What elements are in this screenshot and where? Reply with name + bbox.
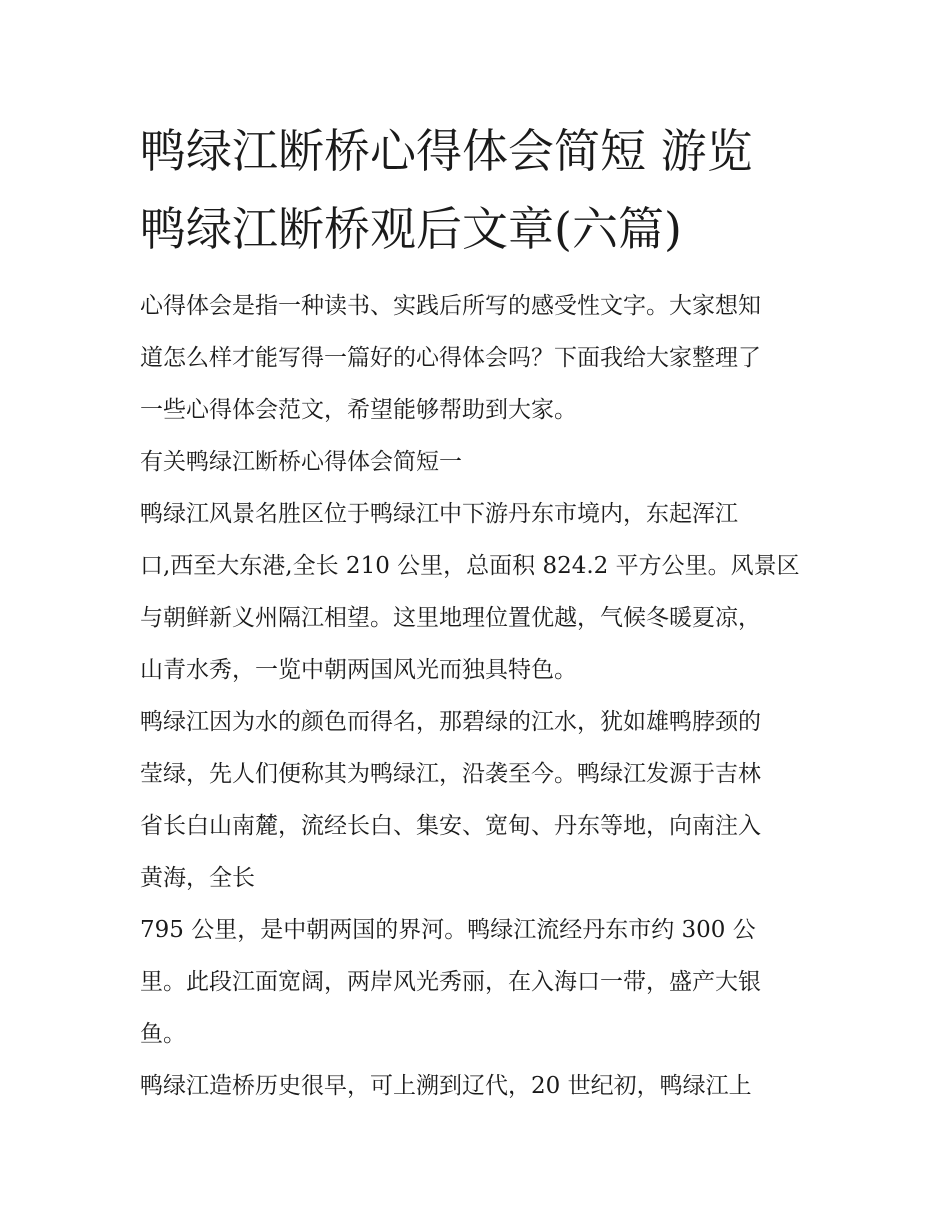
document-body <box>140 280 830 1112</box>
text-line: 心得体会是指一种读书、实践后所写的感受性文字。大家想知 <box>140 293 761 319</box>
text-line: 鸭绿江风景名胜区位于鸭绿江中下游丹东市境内，东起浑江 <box>140 501 738 527</box>
intro-paragraph <box>140 280 830 436</box>
text-line: 795 公里，是中朝两国的界河。鸭绿江流经丹东市约 300 公 <box>140 917 756 943</box>
title-line: 鸭绿江断桥观后文章(六篇) <box>140 202 682 256</box>
text-line: 与朝鲜新义州隔江相望。这里地理位置优越，气候冬暖夏凉， <box>140 605 761 631</box>
section-heading <box>140 436 830 488</box>
text-line: 有关鸭绿江断桥心得体会简短一 <box>140 449 462 475</box>
title-line: 鸭绿江断桥心得体会简短 游览 <box>140 124 753 178</box>
body-paragraph <box>140 904 830 1060</box>
text-line: 一些心得体会范文，希望能够帮助到大家。 <box>140 397 577 423</box>
text-line: 鱼。 <box>140 1021 186 1047</box>
text-line: 口,西至大东港,全长 210 公里，总面积 824.2 平方公里。风景区 <box>140 553 800 579</box>
body-paragraph <box>140 488 830 696</box>
text-line: 鸭绿江因为水的颜色而得名，那碧绿的江水，犹如雄鸭脖颈的 <box>140 709 761 735</box>
text-line: 道怎么样才能写得一篇好的心得体会吗？下面我给大家整理了 <box>140 345 761 371</box>
body-paragraph <box>140 1060 830 1112</box>
text-line: 黄海，全长 <box>140 865 255 891</box>
body-paragraph <box>140 696 830 904</box>
text-line: 莹绿，先人们便称其为鸭绿江，沿袭至今。鸭绿江发源于吉林 <box>140 761 761 787</box>
text-line: 里。此段江面宽阔，两岸风光秀丽，在入海口一带，盛产大银 <box>140 969 761 995</box>
text-line: 鸭绿江造桥历史很早，可上溯到辽代，20 世纪初，鸭绿江上 <box>140 1073 752 1099</box>
text-line: 省长白山南麓，流经长白、集安、宽甸、丹东等地，向南注入 <box>140 813 761 839</box>
page-title <box>140 112 840 268</box>
text-line: 山青水秀，一览中朝两国风光而独具特色。 <box>140 657 577 683</box>
